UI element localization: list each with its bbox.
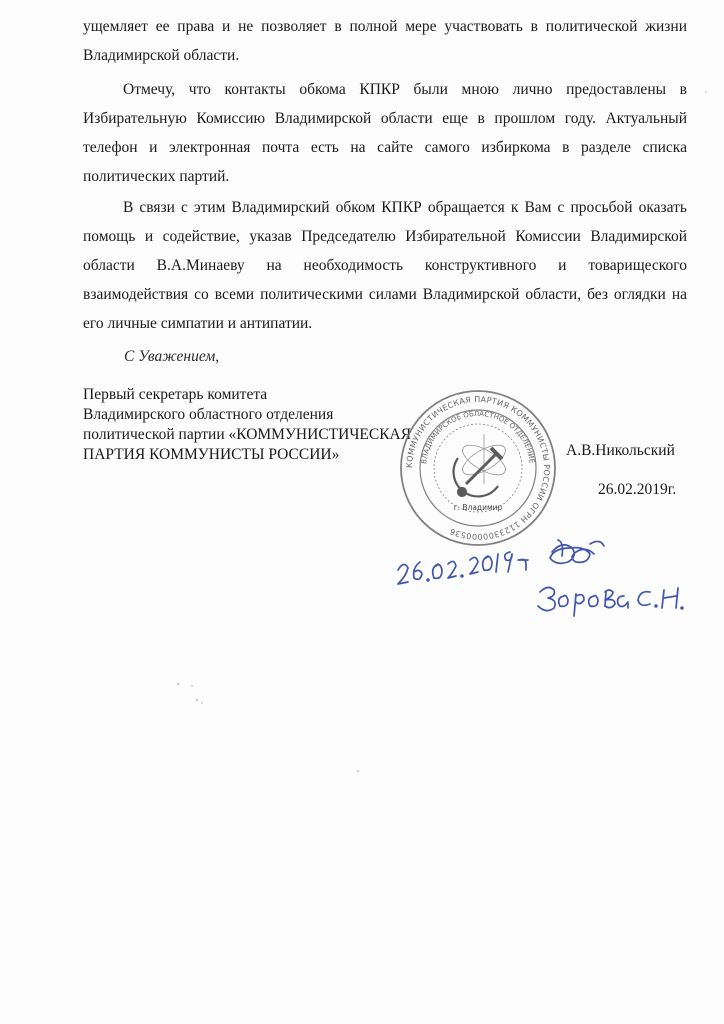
- stamp-outer-text: КОММУНИСТИЧЕСКАЯ ПАРТИЯ КОММУНИСТЫ РОССИИ ОГРН 1123300000536: [404, 394, 552, 542]
- signature-line: Владимирского областного отделения: [83, 406, 334, 423]
- paragraph-text: Отмечу, что контакты обкома КПКР были мною лично предоставлены в Избирательную Комиссию Владимирской области еще в прошлом году. Актуальный телефон и электронная почта есть на сайте самого избиркома в разделе списка политических партий.: [83, 81, 687, 185]
- signature-line: Первый секретарь комитета: [83, 386, 268, 403]
- paragraph-text: ущемляет ее права и не позволяет в полной мере участвовать в политической жизни Владимирской области.: [83, 18, 687, 64]
- signer-name: А.В.Никольский: [566, 442, 675, 459]
- handwritten-receipt-note: [380, 530, 700, 620]
- body-paragraph-3: [83, 193, 687, 338]
- body-paragraph-2: [83, 75, 687, 191]
- round-seal-stamp: [398, 388, 558, 548]
- stamp-city-text: г. Владимир: [453, 503, 503, 512]
- paragraph-text: В связи с этим Владимирский обком КПКР обращается к Вам с просьбой оказать помощь и содействие, указав Председателю Избирательной Комиссии Владимирской области В.А.Минаеву на необходимость конструктивного и товарищеского взаимодействия со всеми политическими силами Владимирской области, без оглядки на его личные симпатии и антипатии.: [83, 199, 687, 332]
- globe-icon: [458, 434, 510, 484]
- stamp-inner-text: ВЛАДИМИРСКОЕ ОБЛАСТНОЕ ОТДЕЛЕНИЕ: [420, 409, 536, 465]
- body-paragraph-1: [83, 12, 687, 70]
- document-date: 26.02.2019г.: [598, 481, 677, 498]
- closing-greeting: С Уважением,: [124, 348, 220, 365]
- signature-line: ПАРТИЯ КОММУНИСТЫ РОССИИ»: [83, 446, 340, 463]
- signature-line: политической партии «КОММУНИСТИЧЕСКАЯ: [83, 426, 412, 443]
- signature-block: [83, 385, 411, 465]
